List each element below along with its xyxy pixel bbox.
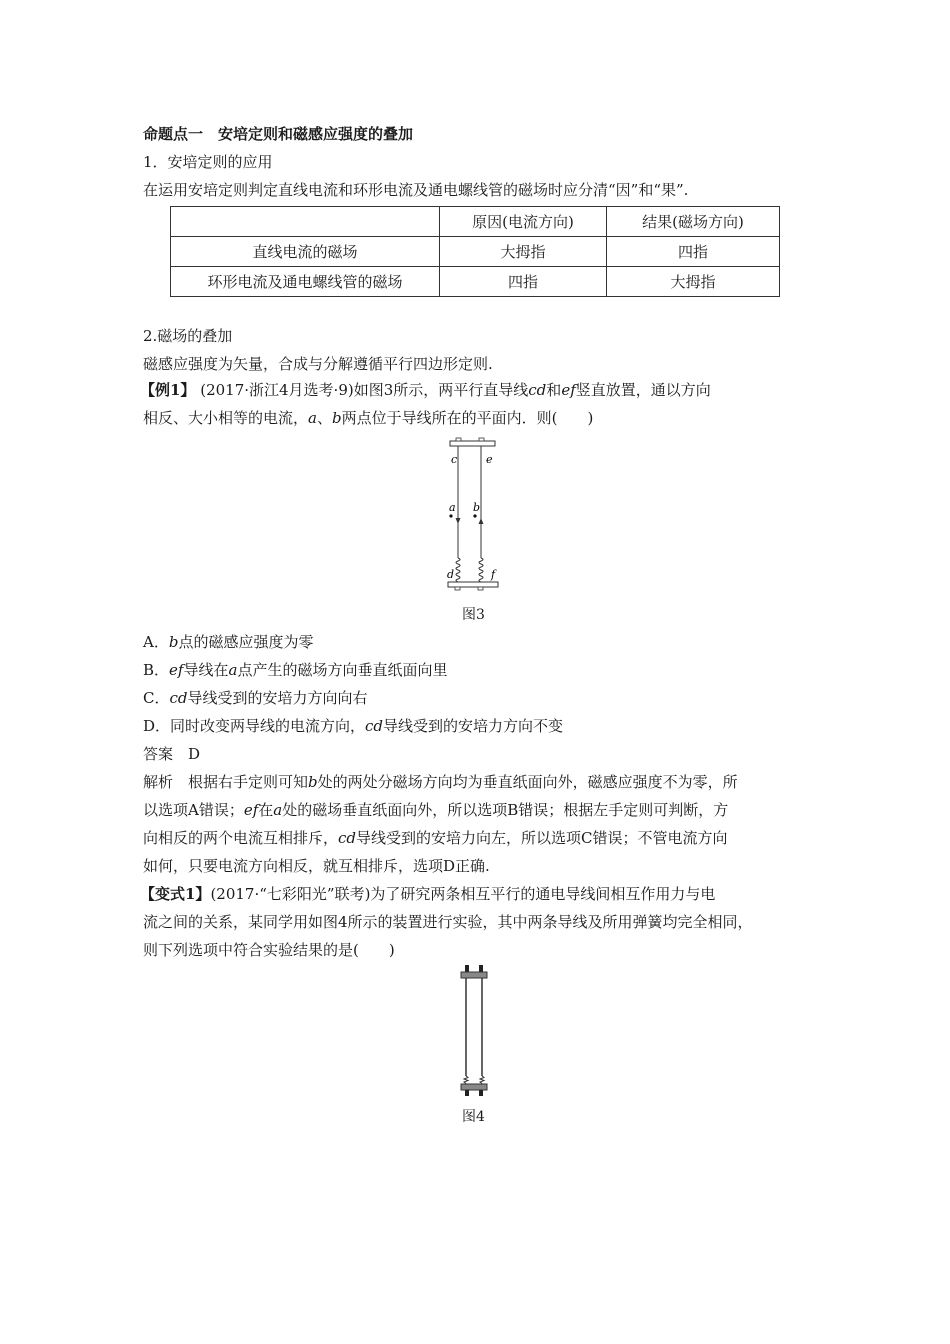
- current-arrow-down: [456, 518, 461, 524]
- wire-label: ef: [243, 801, 259, 819]
- table-header-cell: 结果(磁场方向): [607, 207, 780, 237]
- top-bar: [461, 972, 487, 978]
- analysis-text: 在: [258, 801, 274, 819]
- table-cell: 大拇指: [607, 267, 780, 297]
- option-text: C．: [143, 689, 170, 707]
- option-b: [143, 660, 447, 680]
- analysis-text: 以选项A错误；: [143, 801, 244, 819]
- point-label: b: [331, 409, 342, 427]
- analysis-line1: [143, 772, 738, 792]
- analysis-line2: [143, 800, 728, 820]
- label-b: b: [473, 501, 481, 514]
- option-text: 导线受到的安培力方向向右: [187, 689, 368, 707]
- option-a: [143, 632, 313, 652]
- figure-3-caption: 图3: [462, 607, 485, 623]
- table-header-cell: [171, 207, 440, 237]
- bottom-terminal-right: [479, 1090, 483, 1096]
- point-label: a: [228, 661, 238, 679]
- question-text: 两点位于导线所在的平面内．则( ): [341, 409, 594, 427]
- item1-title: 1．安培定则的应用: [143, 153, 273, 171]
- item1-text: 在运用安培定则判定直线电流和环形电流及通电螺线管的磁场时应分清“因”和“果”.: [143, 181, 689, 199]
- label-f: f: [491, 568, 496, 581]
- bottom-terminal-left: [465, 1090, 469, 1096]
- variant1-line2: 流之间的关系，某同学用如图4所示的装置进行实验，其中两条导线及所用弹簧均完全相同，: [143, 913, 753, 931]
- point-b-dot: [473, 514, 476, 517]
- option-text: 导线在: [183, 661, 229, 679]
- wire-label: ef: [169, 661, 184, 679]
- analysis-text: 向相反的两个电流互相排斥，: [143, 829, 339, 847]
- spring-left: [464, 1076, 468, 1084]
- example1-line2: [143, 408, 593, 428]
- question-text: 、: [316, 409, 332, 427]
- point-label: b: [168, 633, 179, 651]
- table-cell: 四指: [440, 267, 607, 297]
- bottom-bar: [461, 1084, 487, 1090]
- option-d: [143, 716, 563, 736]
- spring-right: [480, 1076, 484, 1084]
- analysis-text: 处的磁场垂直纸面向外，所以选项B错误；根据左手定则可判断，方: [282, 801, 729, 819]
- label-a: a: [449, 501, 456, 514]
- variant1-line3: 则下列选项中符合实验结果的是( ): [143, 941, 395, 959]
- table-row: [171, 237, 780, 267]
- example-source: (2017·浙江4月选考·9): [200, 381, 354, 399]
- current-arrow-up: [479, 518, 484, 524]
- point-label: a: [308, 409, 317, 427]
- option-text: A．: [143, 633, 169, 651]
- analysis-line4: 如何，只要电流方向相反，就互相排斥，选项D正确.: [143, 857, 490, 875]
- spring-left: [456, 558, 460, 582]
- example1-line1: [140, 380, 711, 400]
- analysis-line3: [143, 828, 728, 848]
- variant-tag: 【变式1】: [140, 885, 211, 903]
- table-header-row: [171, 207, 780, 237]
- point-label: a: [273, 801, 283, 819]
- table-header-cell: 原因(电流方向): [440, 207, 607, 237]
- question-text: 和: [546, 381, 562, 399]
- option-text: 点产生的磁场方向垂直纸面向里: [237, 661, 448, 679]
- figure-4-caption: 图4: [462, 1109, 485, 1125]
- example-tag: 【例1】: [140, 381, 196, 399]
- item2-title: 2.磁场的叠加: [143, 327, 233, 345]
- label-c: c: [451, 453, 458, 466]
- option-text: D．同时改变两导线的电流方向，: [143, 717, 366, 735]
- ampere-rule-table: [170, 206, 780, 297]
- analysis-text: 导线受到的安培力向左，所以选项C错误；不管电流方向: [356, 829, 728, 847]
- question-text: (2017·“七彩阳光”联考)为了研究两条相互平行的通电导线间相互作用力与电: [210, 885, 716, 903]
- table-row: [171, 267, 780, 297]
- point-label: b: [308, 773, 318, 791]
- question-text: 竖直放置，通以方向: [575, 381, 711, 399]
- analysis-text: 解析 根据右手定则可知: [143, 773, 309, 791]
- question-text: 相反、大小相等的电流，: [143, 409, 309, 427]
- figure-3-parallel-wires: [420, 436, 530, 596]
- wire-label: cd: [528, 381, 547, 399]
- top-bar: [450, 441, 495, 446]
- answer: 答案 D: [143, 745, 201, 763]
- option-text: 点的磁感应强度为零: [178, 633, 314, 651]
- point-a-dot: [449, 514, 452, 517]
- label-d: d: [447, 568, 455, 581]
- wire-label: cd: [365, 717, 384, 735]
- wire-label: cd: [338, 829, 357, 847]
- option-text: B．: [143, 661, 170, 679]
- spring-right: [479, 558, 483, 582]
- table-cell: 直线电流的磁场: [171, 237, 440, 267]
- wire-label: cd: [169, 689, 188, 707]
- option-c: [143, 688, 368, 708]
- table-cell: 四指: [607, 237, 780, 267]
- wire-label: ef: [561, 381, 576, 399]
- section-title: 命题点一 安培定则和磁感应强度的叠加: [143, 125, 414, 143]
- option-text: 导线受到的安培力方向不变: [383, 717, 564, 735]
- item2-text: 磁感应强度为矢量，合成与分解遵循平行四边形定则.: [143, 355, 493, 373]
- analysis-text: 处的两处分磁场方向均为垂直纸面向外，磁感应强度不为零，所: [317, 773, 738, 791]
- table-cell: 大拇指: [440, 237, 607, 267]
- label-e: e: [486, 453, 493, 466]
- variant1-line1: [140, 884, 715, 904]
- table-cell: 环形电流及通电螺线管的磁场: [171, 267, 440, 297]
- question-text: 如图3所示，两平行直导线: [353, 381, 529, 399]
- figure-4-apparatus: [455, 962, 495, 1102]
- bottom-bar: [448, 582, 498, 587]
- top-terminal-right: [479, 965, 483, 972]
- top-terminal-left: [465, 965, 469, 972]
